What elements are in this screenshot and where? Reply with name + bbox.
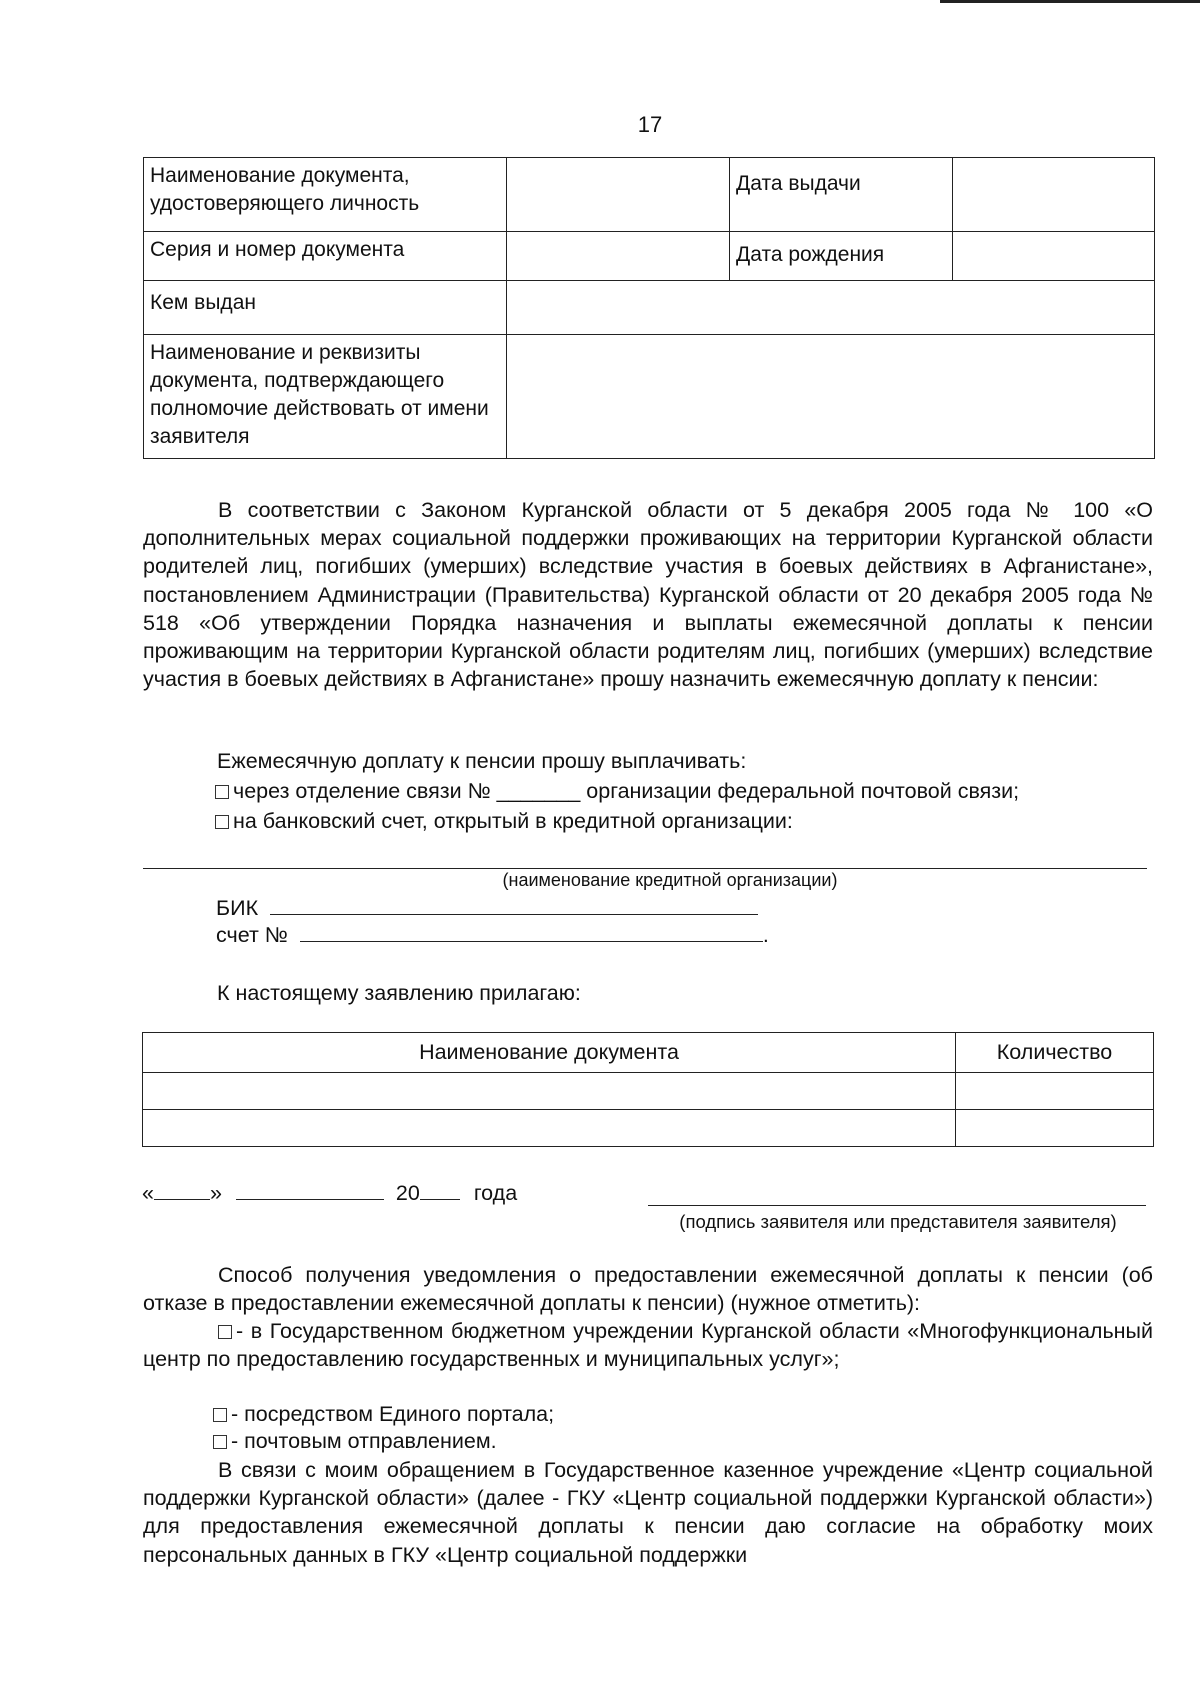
- checkbox-mail[interactable]: [213, 1435, 227, 1449]
- att-row-2-qty[interactable]: [956, 1110, 1154, 1147]
- year-prefix: 20: [395, 1181, 420, 1205]
- checkbox-mfc[interactable]: [218, 1325, 232, 1339]
- issued-by-field[interactable]: [507, 281, 1155, 335]
- notification-option-portal-label: - посредством Единого портала;: [231, 1402, 555, 1426]
- bik-field[interactable]: [270, 894, 758, 915]
- att-row-1-name[interactable]: [143, 1073, 956, 1110]
- checkbox-portal[interactable]: [213, 1408, 227, 1422]
- account-label: счет №: [216, 923, 288, 947]
- account-row: [216, 920, 769, 950]
- payment-option-post[interactable]: [215, 776, 1019, 806]
- series-field[interactable]: [507, 232, 730, 281]
- notification-option-mail-label: - почтовым отправлением.: [231, 1429, 497, 1453]
- checkbox-post[interactable]: [215, 785, 229, 799]
- series-label: Серия и номер документа: [144, 232, 507, 281]
- checkbox-bank[interactable]: [215, 815, 229, 829]
- payment-heading: Ежемесячную доплату к пенсии прошу выплачивать:: [217, 749, 747, 773]
- notification-option-mfc-label: - в Государственном бюджетном учреждении Курганской области «Многофункциональный центр по предоставлению государственных и муниципальных услуг»;: [143, 1319, 1153, 1372]
- date-close-quote: »: [209, 1181, 222, 1205]
- year-field[interactable]: [420, 1179, 460, 1200]
- att-col-name: Наименование документа: [143, 1033, 956, 1073]
- signature-line[interactable]: [648, 1205, 1146, 1206]
- notification-option-portal[interactable]: [213, 1399, 554, 1429]
- bik-row: [216, 893, 758, 923]
- att-row-2-name[interactable]: [143, 1110, 956, 1147]
- scan-edge-line: [940, 0, 1200, 3]
- month-field[interactable]: [236, 1179, 384, 1200]
- issued-by-label: Кем выдан: [144, 281, 507, 335]
- attachments-heading: К настоящему заявлению прилагаю:: [217, 981, 581, 1005]
- issue-date-label: Дата выдачи: [730, 158, 953, 232]
- page-number: 17: [637, 112, 663, 137]
- consent-paragraph: В связи с моим обращением в Государственное казенное учреждение «Центр социальной поддержки Курганской области» (далее - ГКУ «Центр социальной поддержки Курганской области») для предоставления ежемесячной доплаты к пенсии даю согласие на обработку моих персональных данных в ГКУ «Центр социальной поддержки: [143, 1458, 1153, 1567]
- payment-option-post-label: через отделение связи № _______ организации федеральной почтовой связи;: [233, 779, 1020, 803]
- birth-date-label: Дата рождения: [730, 232, 953, 281]
- att-col-qty: Количество: [956, 1033, 1154, 1073]
- account-end: .: [762, 923, 769, 947]
- doc-name-field[interactable]: [507, 158, 730, 232]
- bik-label: БИК: [216, 896, 259, 920]
- att-row-1-qty[interactable]: [956, 1073, 1154, 1110]
- signature-caption: (подпись заявителя или представителя заявителя): [679, 1211, 1117, 1232]
- bank-name-line[interactable]: [143, 868, 1147, 869]
- year-suffix: года: [473, 1181, 518, 1205]
- payment-option-bank[interactable]: [215, 806, 793, 836]
- birth-date-field[interactable]: [953, 232, 1155, 281]
- authority-label: Наименование и реквизиты документа, подтверждающего полномочие действовать от имени заявителя: [144, 335, 507, 459]
- identity-table: [143, 157, 1155, 459]
- date-row: [142, 1178, 517, 1208]
- date-open-quote: «: [142, 1181, 154, 1205]
- bank-name-caption: (наименование кредитной организации): [502, 870, 838, 890]
- doc-name-label: Наименование документа, удостоверяющего личность: [144, 158, 507, 232]
- notification-option-mail[interactable]: [213, 1426, 497, 1456]
- attachments-table: [142, 1032, 1154, 1147]
- main-paragraph: В соответствии с Законом Курганской области от 5 декабря 2005 года № 100 «О дополнительных мерах социальной поддержки проживающих на территории Курганской области родителей лиц, погибших (умерших) вследствие участия в боевых действиях в Афганистане», постановлением Администрации (Правительства) Курганской области от 20 декабря 2005 года № 518 «Об утверждении Порядка назначения и выплаты ежемесячной доплаты к пенсии проживающим на территории Курганской области родителям лиц, погибших (умерших) вследствие участия в боевых действиях в Афганистане» прошу назначить ежемесячную доплату к пенсии:: [143, 498, 1153, 692]
- notification-intro: Способ получения уведомления о предоставлении ежемесячной доплаты к пенсии (об отказе в предоставлении ежемесячной доплаты к пенсии) (нужное отметить):: [143, 1263, 1153, 1316]
- payment-option-bank-label: на банковский счет, открытый в кредитной организации:: [233, 809, 793, 833]
- account-field[interactable]: [300, 921, 763, 942]
- day-field[interactable]: [154, 1179, 210, 1200]
- authority-field[interactable]: [507, 335, 1155, 459]
- notification-option-mfc[interactable]: [143, 1317, 1153, 1373]
- issue-date-field[interactable]: [953, 158, 1155, 232]
